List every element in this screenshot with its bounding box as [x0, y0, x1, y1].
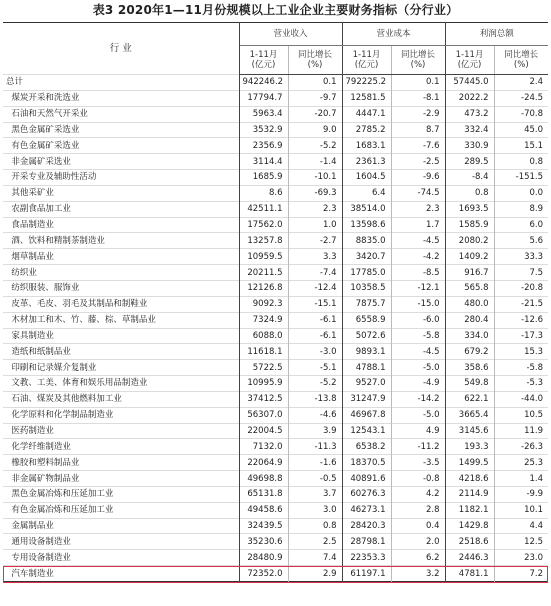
- industry-cell: 总计: [3, 75, 239, 91]
- cost-cell: 792225.2: [342, 75, 391, 91]
- industry-cell: 金属制品业: [3, 518, 239, 534]
- revenue-yoy-cell: -0.5: [288, 471, 342, 487]
- revenue-yoy-cell: 2.3: [288, 201, 342, 217]
- profit-cell: 57445.0: [445, 75, 494, 91]
- cost-cell: 40891.6: [342, 471, 391, 487]
- cost-yoy-cell: -15.0: [391, 296, 445, 312]
- table-row: [3, 75, 548, 91]
- revenue-yoy-cell: -1.6: [288, 455, 342, 471]
- cost-cell: 38514.0: [342, 201, 391, 217]
- cost-value-header: [342, 46, 391, 75]
- table-row: [3, 550, 548, 566]
- cost-yoy-cell: -6.0: [391, 312, 445, 328]
- profit-cell: 332.4: [445, 122, 494, 138]
- cost-yoy-cell: 1.7: [391, 217, 445, 233]
- profit-cell: 3665.4: [445, 407, 494, 423]
- cost-yoy-cell: 2.8: [391, 502, 445, 518]
- cost-cell: 2361.3: [342, 154, 391, 170]
- industry-cell: 家具制造业: [3, 328, 239, 344]
- industry-cell: 医药制造业: [3, 423, 239, 439]
- cost-yoy-cell: -5.0: [391, 407, 445, 423]
- profit-group-header: 利润总额: [445, 23, 548, 46]
- profit-cell: 1585.9: [445, 217, 494, 233]
- cost-cell: 28798.1: [342, 534, 391, 550]
- industry-cell: 橡胶和塑料制品业: [3, 455, 239, 471]
- industry-cell: 非金属矿物制品业: [3, 471, 239, 487]
- revenue-yoy-cell: -69.3: [288, 185, 342, 201]
- revenue-cell: 5722.5: [239, 360, 288, 376]
- cost-cell: 31247.9: [342, 391, 391, 407]
- cost-cell: 46273.1: [342, 502, 391, 518]
- profit-cell: 1182.1: [445, 502, 494, 518]
- revenue-cell: 22004.5: [239, 423, 288, 439]
- revenue-cell: 10995.9: [239, 376, 288, 392]
- revenue-cell: 42511.1: [239, 201, 288, 217]
- industry-cell: 纺织业: [3, 265, 239, 281]
- table-row: [3, 122, 548, 138]
- table-row: [3, 170, 548, 186]
- profit-cell: 0.8: [445, 185, 494, 201]
- cost-cell: 13598.6: [342, 217, 391, 233]
- cost-cell: 12543.1: [342, 423, 391, 439]
- cost-yoy-cell: 8.7: [391, 122, 445, 138]
- revenue-yoy-cell: -9.7: [288, 90, 342, 106]
- revenue-yoy-cell: -13.8: [288, 391, 342, 407]
- cost-yoy-header: [391, 46, 445, 75]
- industry-cell: 木材加工和木、竹、藤、棕、草制品业: [3, 312, 239, 328]
- revenue-cell: 2356.9: [239, 138, 288, 154]
- cost-cell: 9527.0: [342, 376, 391, 392]
- profit-yoy-cell: 0.0: [494, 185, 548, 201]
- yoy-label: 同比增长: [298, 50, 333, 60]
- cost-cell: 8835.0: [342, 233, 391, 249]
- industry-cell: 石油、煤炭及其他燃料加工业: [3, 391, 239, 407]
- table-row: [3, 217, 548, 233]
- industry-cell: 有色金属冶炼和压延加工业: [3, 502, 239, 518]
- profit-cell: 330.9: [445, 138, 494, 154]
- profit-cell: 679.2: [445, 344, 494, 360]
- profit-yoy-cell: 10.5: [494, 407, 548, 423]
- cost-yoy-cell: 4.2: [391, 486, 445, 502]
- table-row: [3, 154, 548, 170]
- revenue-cell: 3114.4: [239, 154, 288, 170]
- table-row: [3, 185, 548, 201]
- revenue-yoy-cell: -20.7: [288, 106, 342, 122]
- profit-yoy-cell: -24.5: [494, 90, 548, 106]
- revenue-yoy-cell: -5.2: [288, 138, 342, 154]
- table-row: [3, 439, 548, 455]
- profit-yoy-cell: 15.1: [494, 138, 548, 154]
- cost-yoy-cell: -74.5: [391, 185, 445, 201]
- revenue-cell: 20211.5: [239, 265, 288, 281]
- table-row: [3, 391, 548, 407]
- table-row: [3, 376, 548, 392]
- table-row: [3, 296, 548, 312]
- table-row: [3, 328, 548, 344]
- cost-yoy-cell: -8.1: [391, 90, 445, 106]
- industry-cell: 文教、工美、体育和娱乐用品制造业: [3, 376, 239, 392]
- revenue-yoy-cell: -2.7: [288, 233, 342, 249]
- table-row: [3, 407, 548, 423]
- profit-cell: 622.1: [445, 391, 494, 407]
- revenue-cell: 11618.1: [239, 344, 288, 360]
- unit-label: (亿元): [354, 60, 379, 70]
- cost-yoy-cell: -2.9: [391, 106, 445, 122]
- profit-cell: 2114.9: [445, 486, 494, 502]
- cost-cell: 17785.0: [342, 265, 391, 281]
- profit-yoy-cell: 5.6: [494, 233, 548, 249]
- industry-cell: 石油和天然气开采业: [3, 106, 239, 122]
- cost-yoy-cell: 4.9: [391, 423, 445, 439]
- cost-cell: 46967.8: [342, 407, 391, 423]
- profit-cell: 473.2: [445, 106, 494, 122]
- cost-yoy-cell: -9.6: [391, 170, 445, 186]
- revenue-cell: 17562.0: [239, 217, 288, 233]
- cost-yoy-cell: -4.9: [391, 376, 445, 392]
- table-row: [3, 201, 548, 217]
- profit-yoy-cell: 12.5: [494, 534, 548, 550]
- revenue-yoy-cell: -7.4: [288, 265, 342, 281]
- profit-yoy-cell: 7.2: [494, 566, 548, 582]
- revenue-cell: 49698.8: [239, 471, 288, 487]
- profit-cell: 358.6: [445, 360, 494, 376]
- cost-cell: 61197.1: [342, 566, 391, 582]
- revenue-cell: 9092.3: [239, 296, 288, 312]
- profit-cell: 4781.1: [445, 566, 494, 582]
- cost-cell: 6538.2: [342, 439, 391, 455]
- unit-label: (亿元): [251, 60, 276, 70]
- profit-yoy-cell: -17.3: [494, 328, 548, 344]
- industry-cell: 煤炭开采和洗选业: [3, 90, 239, 106]
- table-title: 表3 2020年1—11月份规模以上工业企业主要财务指标（分行业）: [92, 3, 459, 17]
- revenue-cell: 13257.8: [239, 233, 288, 249]
- cost-yoy-cell: 3.2: [391, 566, 445, 582]
- industry-cell: 其他采矿业: [3, 185, 239, 201]
- profit-yoy-cell: -9.9: [494, 486, 548, 502]
- industry-cell: 印刷和记录媒介复制业: [3, 360, 239, 376]
- industry-cell: 开采专业及辅助性活动: [3, 170, 239, 186]
- revenue-yoy-cell: -5.1: [288, 360, 342, 376]
- revenue-cell: 35230.6: [239, 534, 288, 550]
- industry-cell: 有色金属矿采选业: [3, 138, 239, 154]
- cost-yoy-cell: -12.1: [391, 280, 445, 296]
- revenue-yoy-cell: -6.1: [288, 312, 342, 328]
- cost-cell: 6.4: [342, 185, 391, 201]
- profit-cell: 193.3: [445, 439, 494, 455]
- table-row: [3, 233, 548, 249]
- table-row: [3, 534, 548, 550]
- revenue-yoy-cell: 2.5: [288, 534, 342, 550]
- profit-yoy-cell: 4.4: [494, 518, 548, 534]
- cost-yoy-cell: 2.3: [391, 201, 445, 217]
- cost-yoy-cell: -0.8: [391, 471, 445, 487]
- profit-yoy-cell: 15.3: [494, 344, 548, 360]
- revenue-cell: 3532.9: [239, 122, 288, 138]
- profit-cell: 289.5: [445, 154, 494, 170]
- cost-yoy-cell: -7.6: [391, 138, 445, 154]
- profit-cell: 2518.6: [445, 534, 494, 550]
- revenue-cell: 942246.2: [239, 75, 288, 91]
- profit-cell: -8.4: [445, 170, 494, 186]
- revenue-cell: 22064.9: [239, 455, 288, 471]
- profit-cell: 549.8: [445, 376, 494, 392]
- cost-yoy-cell: 6.2: [391, 550, 445, 566]
- revenue-yoy-cell: 3.3: [288, 249, 342, 265]
- profit-cell: 916.7: [445, 265, 494, 281]
- table-row: [3, 90, 548, 106]
- revenue-cell: 37412.5: [239, 391, 288, 407]
- revenue-cell: 72352.0: [239, 566, 288, 582]
- revenue-yoy-cell: 2.9: [288, 566, 342, 582]
- profit-yoy-cell: -5.3: [494, 376, 548, 392]
- table-row: [3, 455, 548, 471]
- industry-cell: 非金属矿采选业: [3, 154, 239, 170]
- revenue-yoy-cell: -10.1: [288, 170, 342, 186]
- table-row: [3, 471, 548, 487]
- revenue-cell: 49458.6: [239, 502, 288, 518]
- industry-cell: 化学原料和化学制品制造业: [3, 407, 239, 423]
- unit-label: (亿元): [457, 60, 482, 70]
- profit-cell: 1693.5: [445, 201, 494, 217]
- revenue-cell: 17794.7: [239, 90, 288, 106]
- profit-cell: 1499.5: [445, 455, 494, 471]
- revenue-cell: 32439.5: [239, 518, 288, 534]
- profit-cell: 480.0: [445, 296, 494, 312]
- cost-cell: 1604.5: [342, 170, 391, 186]
- cost-yoy-cell: -4.2: [391, 249, 445, 265]
- profit-cell: 334.0: [445, 328, 494, 344]
- period-label: 1-11月: [249, 50, 278, 60]
- revenue-yoy-cell: 3.9: [288, 423, 342, 439]
- profit-yoy-cell: -12.6: [494, 312, 548, 328]
- industry-cell: 皮革、毛皮、羽毛及其制品和制鞋业: [3, 296, 239, 312]
- revenue-cell: 12126.8: [239, 280, 288, 296]
- revenue-yoy-cell: 3.0: [288, 502, 342, 518]
- industry-column-header: 行 业: [3, 23, 239, 75]
- period-label: 1-11月: [352, 50, 381, 60]
- cost-yoy-cell: -3.5: [391, 455, 445, 471]
- revenue-yoy-cell: 0.1: [288, 75, 342, 91]
- industry-cell: 专用设备制造业: [3, 550, 239, 566]
- profit-yoy-cell: -5.8: [494, 360, 548, 376]
- table-row: [3, 423, 548, 439]
- industry-cell: 造纸和纸制品业: [3, 344, 239, 360]
- revenue-yoy-cell: 7.4: [288, 550, 342, 566]
- revenue-cell: 56307.0: [239, 407, 288, 423]
- table-row: [3, 106, 548, 122]
- profit-cell: 280.4: [445, 312, 494, 328]
- table-row: [3, 344, 548, 360]
- profit-yoy-cell: -70.8: [494, 106, 548, 122]
- revenue-yoy-cell: -12.4: [288, 280, 342, 296]
- cost-yoy-cell: -11.2: [391, 439, 445, 455]
- cost-yoy-cell: 0.4: [391, 518, 445, 534]
- cost-yoy-cell: -4.5: [391, 344, 445, 360]
- cost-cell: 4788.1: [342, 360, 391, 376]
- revenue-yoy-cell: -3.0: [288, 344, 342, 360]
- profit-yoy-cell: 25.3: [494, 455, 548, 471]
- profit-cell: 1409.2: [445, 249, 494, 265]
- revenue-yoy-cell: 9.0: [288, 122, 342, 138]
- revenue-cell: 8.6: [239, 185, 288, 201]
- revenue-yoy-cell: -5.2: [288, 376, 342, 392]
- profit-yoy-header: [494, 46, 548, 75]
- industry-cell: 食品制造业: [3, 217, 239, 233]
- industry-cell: 烟草制品业: [3, 249, 239, 265]
- profit-yoy-cell: -44.0: [494, 391, 548, 407]
- cost-yoy-cell: -2.5: [391, 154, 445, 170]
- profit-cell: 2022.2: [445, 90, 494, 106]
- table-row: [3, 280, 548, 296]
- cost-cell: 7875.7: [342, 296, 391, 312]
- table-row: [3, 486, 548, 502]
- profit-yoy-cell: 0.8: [494, 154, 548, 170]
- cost-yoy-cell: -8.5: [391, 265, 445, 281]
- table-row: [3, 265, 548, 281]
- table-row: [3, 249, 548, 265]
- profit-yoy-cell: 6.0: [494, 217, 548, 233]
- table-row: [3, 502, 548, 518]
- yoy-unit-label: (%): [410, 60, 426, 70]
- cost-cell: 4447.1: [342, 106, 391, 122]
- profit-cell: 2080.2: [445, 233, 494, 249]
- industry-cell: 纺织服装、服饰业: [3, 280, 239, 296]
- revenue-yoy-cell: -6.1: [288, 328, 342, 344]
- industry-cell: 汽车制造业: [3, 566, 239, 582]
- cost-yoy-cell: -4.5: [391, 233, 445, 249]
- cost-cell: 12581.5: [342, 90, 391, 106]
- profit-yoy-cell: 8.9: [494, 201, 548, 217]
- cost-cell: 9893.1: [342, 344, 391, 360]
- profit-yoy-cell: 33.3: [494, 249, 548, 265]
- yoy-unit-label: (%): [513, 60, 529, 70]
- revenue-cell: 7132.0: [239, 439, 288, 455]
- cost-group-header: 营业成本: [342, 23, 445, 46]
- profit-yoy-cell: 11.9: [494, 423, 548, 439]
- yoy-label: 同比增长: [401, 50, 436, 60]
- cost-cell: 5072.6: [342, 328, 391, 344]
- table-row: [3, 312, 548, 328]
- revenue-yoy-header: [288, 46, 342, 75]
- table-row: [3, 360, 548, 376]
- revenue-cell: 5963.4: [239, 106, 288, 122]
- profit-cell: 4218.6: [445, 471, 494, 487]
- profit-yoy-cell: -151.5: [494, 170, 548, 186]
- period-label: 1-11月: [455, 50, 484, 60]
- table-body: [3, 75, 548, 582]
- revenue-yoy-cell: -15.1: [288, 296, 342, 312]
- revenue-yoy-cell: -4.6: [288, 407, 342, 423]
- cost-yoy-cell: -5.0: [391, 360, 445, 376]
- financial-indicators-table: [3, 22, 548, 582]
- table-row: [3, 138, 548, 154]
- revenue-cell: 10959.5: [239, 249, 288, 265]
- industry-cell: 化学纤维制造业: [3, 439, 239, 455]
- profit-yoy-cell: 2.4: [494, 75, 548, 91]
- profit-yoy-cell: 45.0: [494, 122, 548, 138]
- profit-yoy-cell: 7.5: [494, 265, 548, 281]
- yoy-label: 同比增长: [504, 50, 539, 60]
- cost-cell: 28420.3: [342, 518, 391, 534]
- profit-yoy-cell: 1.4: [494, 471, 548, 487]
- profit-yoy-cell: 10.1: [494, 502, 548, 518]
- revenue-yoy-cell: 0.8: [288, 518, 342, 534]
- profit-yoy-cell: -26.3: [494, 439, 548, 455]
- revenue-cell: 1685.9: [239, 170, 288, 186]
- profit-yoy-cell: -21.5: [494, 296, 548, 312]
- industry-cell: 酒、饮料和精制茶制造业: [3, 233, 239, 249]
- revenue-yoy-cell: 3.7: [288, 486, 342, 502]
- cost-yoy-cell: 2.0: [391, 534, 445, 550]
- profit-value-header: [445, 46, 494, 75]
- cost-yoy-cell: 0.1: [391, 75, 445, 91]
- profit-yoy-cell: 23.0: [494, 550, 548, 566]
- industry-cell: 黑色金属矿采选业: [3, 122, 239, 138]
- cost-cell: 3420.7: [342, 249, 391, 265]
- cost-cell: 60276.3: [342, 486, 391, 502]
- profit-yoy-cell: -20.8: [494, 280, 548, 296]
- cost-cell: 18370.5: [342, 455, 391, 471]
- table-row: [3, 518, 548, 534]
- table-row: [3, 566, 548, 582]
- cost-yoy-cell: -14.2: [391, 391, 445, 407]
- revenue-yoy-cell: 1.0: [288, 217, 342, 233]
- revenue-cell: 7324.9: [239, 312, 288, 328]
- revenue-cell: 65131.8: [239, 486, 288, 502]
- revenue-yoy-cell: -11.3: [288, 439, 342, 455]
- cost-yoy-cell: -5.8: [391, 328, 445, 344]
- cost-cell: 10358.5: [342, 280, 391, 296]
- industry-cell: 黑色金属冶炼和压延加工业: [3, 486, 239, 502]
- cost-cell: 1683.1: [342, 138, 391, 154]
- revenue-yoy-cell: -1.4: [288, 154, 342, 170]
- industry-cell: 农副食品加工业: [3, 201, 239, 217]
- profit-cell: 3145.6: [445, 423, 494, 439]
- revenue-group-header: 营业收入: [239, 23, 342, 46]
- yoy-unit-label: (%): [307, 60, 323, 70]
- cost-cell: 6558.9: [342, 312, 391, 328]
- profit-cell: 2446.3: [445, 550, 494, 566]
- industry-cell: 通用设备制造业: [3, 534, 239, 550]
- revenue-cell: 28480.9: [239, 550, 288, 566]
- cost-cell: 22353.3: [342, 550, 391, 566]
- revenue-value-header: [239, 46, 288, 75]
- revenue-cell: 6088.0: [239, 328, 288, 344]
- profit-cell: 565.8: [445, 280, 494, 296]
- cost-cell: 2785.2: [342, 122, 391, 138]
- profit-cell: 1429.8: [445, 518, 494, 534]
- header-row-groups: [3, 23, 548, 46]
